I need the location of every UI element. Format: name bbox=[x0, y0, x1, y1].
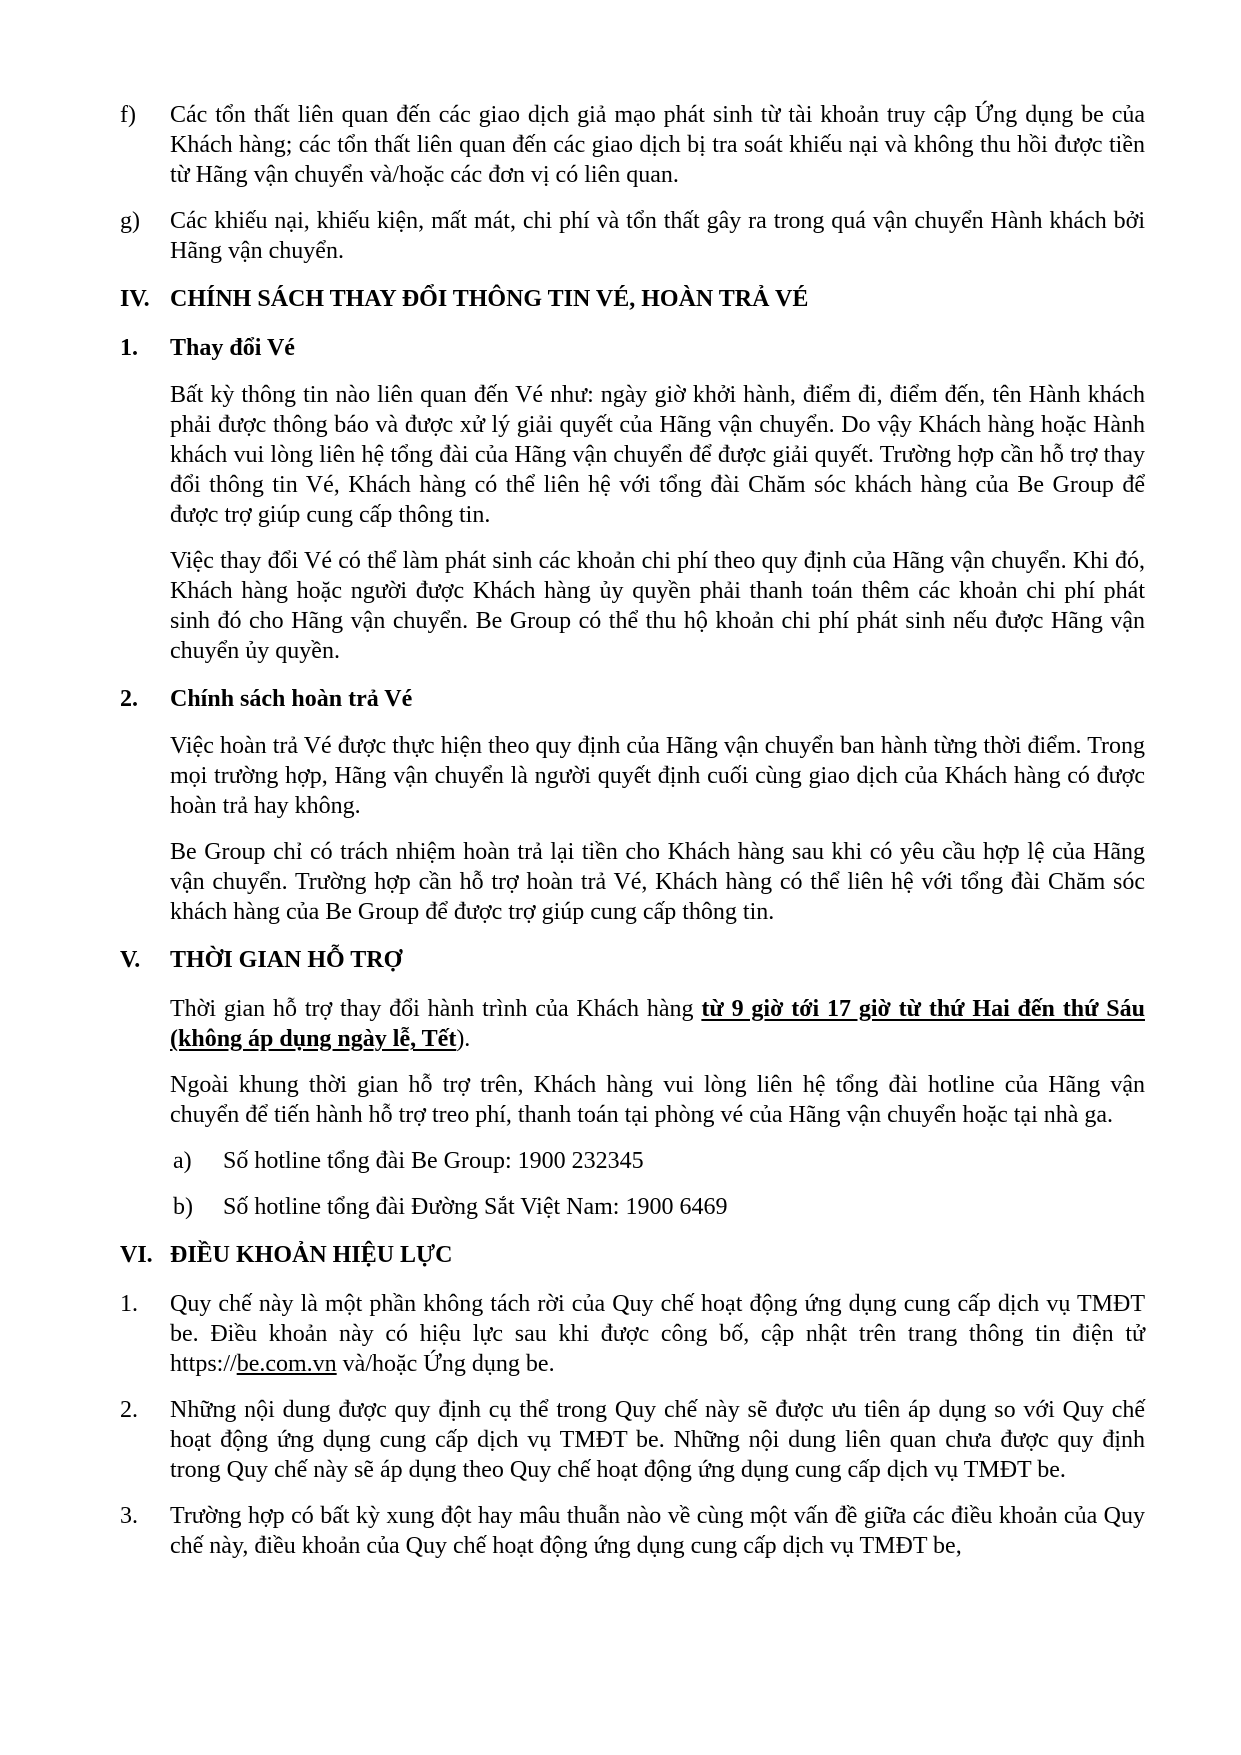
refund-paragraph-2: Be Group chỉ có trách nhiệm hoàn trả lại tiền cho Khách hàng sau khi có yêu cầu hợp lệ của Hãng vận chuyển. Trường hợp cần hỗ trợ hoàn trả Vé, Khách hàng có thể liên hệ với tổng đài Chăm sóc khách hàng của Be Group để được trợ giúp cung cấp thông tin. bbox=[170, 839, 1145, 925]
subsection-1-title: Thay đổi Vé bbox=[170, 335, 295, 361]
section-iv-number: IV. bbox=[120, 286, 150, 312]
list-item-f bbox=[120, 100, 1145, 190]
section-vi-heading bbox=[120, 1240, 1145, 1270]
list-item-f-text: Các tổn thất liên quan đến các giao dịch giả mạo phát sinh từ tài khoản truy cập Ứng dụng be của Khách hàng; các tổn thất liên quan đến các giao dịch bị tra soát khiếu nại và không thu hồi được tiền từ Hãng vận chuyển và/hoặc các đơn vị có liên quan. bbox=[170, 102, 1145, 188]
section-v-heading bbox=[120, 945, 1145, 975]
section-iv-heading bbox=[120, 284, 1145, 314]
support-time-prefix: Thời gian hỗ trợ thay đổi hành trình của Khách hàng bbox=[170, 996, 702, 1022]
effectiveness-item-1-text-after: và/hoặc Ứng dụng be. bbox=[336, 1351, 555, 1377]
effectiveness-item-2-number: 2. bbox=[120, 1397, 138, 1423]
list-item-g bbox=[120, 206, 1145, 266]
subsection-2-heading bbox=[120, 684, 1145, 714]
effectiveness-item-1-text: Quy chế này là một phần không tách rời của Quy chế hoạt động ứng dụng cung cấp dịch vụ TMĐT be. Điều khoản này có hiệu lực sau khi được công bố, cập nhật trên trang thông tin điện tử https:// bbox=[170, 1291, 1145, 1377]
effectiveness-item-3-text: Trường hợp có bất kỳ xung đột hay mâu thuẫn nào về cùng một vấn đề giữa các điều khoản của Quy chế này, điều khoản của Quy chế hoạt động ứng dụng cung cấp dịch vụ TMĐT be, bbox=[170, 1503, 1145, 1559]
section-v-title: THỜI GIAN HỖ TRỢ bbox=[170, 947, 403, 973]
hotline-item-b-text: Số hotline tổng đài Đường Sắt Việt Nam: 1900 6469 bbox=[223, 1194, 728, 1220]
subsection-2-title: Chính sách hoàn trả Vé bbox=[170, 686, 413, 712]
effectiveness-item-3 bbox=[120, 1501, 1145, 1561]
ticket-change-paragraph-2: Việc thay đổi Vé có thể làm phát sinh các khoản chi phí theo quy định của Hãng vận chuyển. Khi đó, Khách hàng hoặc người được Khách hàng ủy quyền phải thanh toán thêm các khoản chi phí phát sinh đó cho Hãng vận chuyển. Be Group có thể thu hộ khoản chi phí phát sinh nếu được Hãng vận chuyển ủy quyền. bbox=[170, 548, 1145, 664]
support-time-highlight: từ 9 giờ tới 17 giờ từ thứ Hai đến thứ Sáu (không áp dụng ngày lễ, Tết bbox=[170, 996, 1145, 1052]
effectiveness-item-3-number: 3. bbox=[120, 1503, 138, 1529]
ticket-change-paragraph-1: Bất kỳ thông tin nào liên quan đến Vé như: ngày giờ khởi hành, điểm đi, điểm đến, tên Hành khách phải được thông báo và được xử lý giải quyết của Hãng vận chuyển. Do vậy Khách hàng hoặc Hành khách vui lòng liên hệ tổng đài của Hãng vận chuyển để được giải quyết. Trường hợp cần hỗ trợ thay đổi thông tin Vé, Khách hàng có thể liên hệ với tổng đài Chăm sóc khách hàng của Be Group để được trợ giúp cung cấp thông tin. bbox=[170, 382, 1145, 528]
effectiveness-item-2-text: Những nội dung được quy định cụ thể trong Quy chế này sẽ được ưu tiên áp dụng so với Quy chế hoạt động ứng dụng cung cấp dịch vụ TMĐT be. Những nội dung liên quan chưa được quy định trong Quy chế này sẽ áp dụng theo Quy chế hoạt động ứng dụng cung cấp dịch vụ TMĐT be. bbox=[170, 1397, 1145, 1483]
list-item-g-label: g) bbox=[120, 208, 140, 234]
refund-paragraph-1: Việc hoàn trả Vé được thực hiện theo quy định của Hãng vận chuyển ban hành từng thời điểm. Trong mọi trường hợp, Hãng vận chuyển là người quyết định cuối cùng giao dịch của Khách hàng có được hoàn trả hay không. bbox=[170, 733, 1145, 819]
support-time-paragraph bbox=[170, 994, 1145, 1054]
be-com-vn-link[interactable]: be.com.vn bbox=[236, 1351, 337, 1377]
list-item-g-text: Các khiếu nại, khiếu kiện, mất mát, chi phí và tổn thất gây ra trong quá vận chuyển Hành khách bởi Hãng vận chuyển. bbox=[170, 208, 1145, 264]
hotline-item-a bbox=[173, 1146, 1145, 1176]
section-vi-title: ĐIỀU KHOẢN HIỆU LỰC bbox=[170, 1242, 453, 1268]
section-v-number: V. bbox=[120, 947, 141, 973]
support-outside-hours-paragraph: Ngoài khung thời gian hỗ trợ trên, Khách hàng vui lòng liên hệ tổng đài hotline của Hãng vận chuyển để tiến hành hỗ trợ treo phí, thanh toán tại phòng vé của Hãng vận chuyển hoặc tại nhà ga. bbox=[170, 1072, 1145, 1128]
effectiveness-item-1 bbox=[120, 1289, 1145, 1379]
effectiveness-item-1-number: 1. bbox=[120, 1291, 138, 1317]
section-iv-title: CHÍNH SÁCH THAY ĐỔI THÔNG TIN VÉ, HOÀN TRẢ VÉ bbox=[170, 286, 809, 312]
hotline-item-b bbox=[173, 1192, 1145, 1222]
subsection-2-number: 2. bbox=[120, 686, 138, 712]
effectiveness-item-2 bbox=[120, 1395, 1145, 1485]
section-vi-number: VI. bbox=[120, 1242, 153, 1268]
support-time-suffix: ). bbox=[456, 1026, 471, 1052]
hotline-item-a-label: a) bbox=[173, 1148, 192, 1174]
hotline-item-b-label: b) bbox=[173, 1194, 193, 1220]
list-item-f-label: f) bbox=[120, 102, 136, 128]
subsection-1-heading bbox=[120, 333, 1145, 363]
hotline-item-a-text: Số hotline tổng đài Be Group: 1900 232345 bbox=[223, 1148, 644, 1174]
subsection-1-number: 1. bbox=[120, 335, 138, 361]
